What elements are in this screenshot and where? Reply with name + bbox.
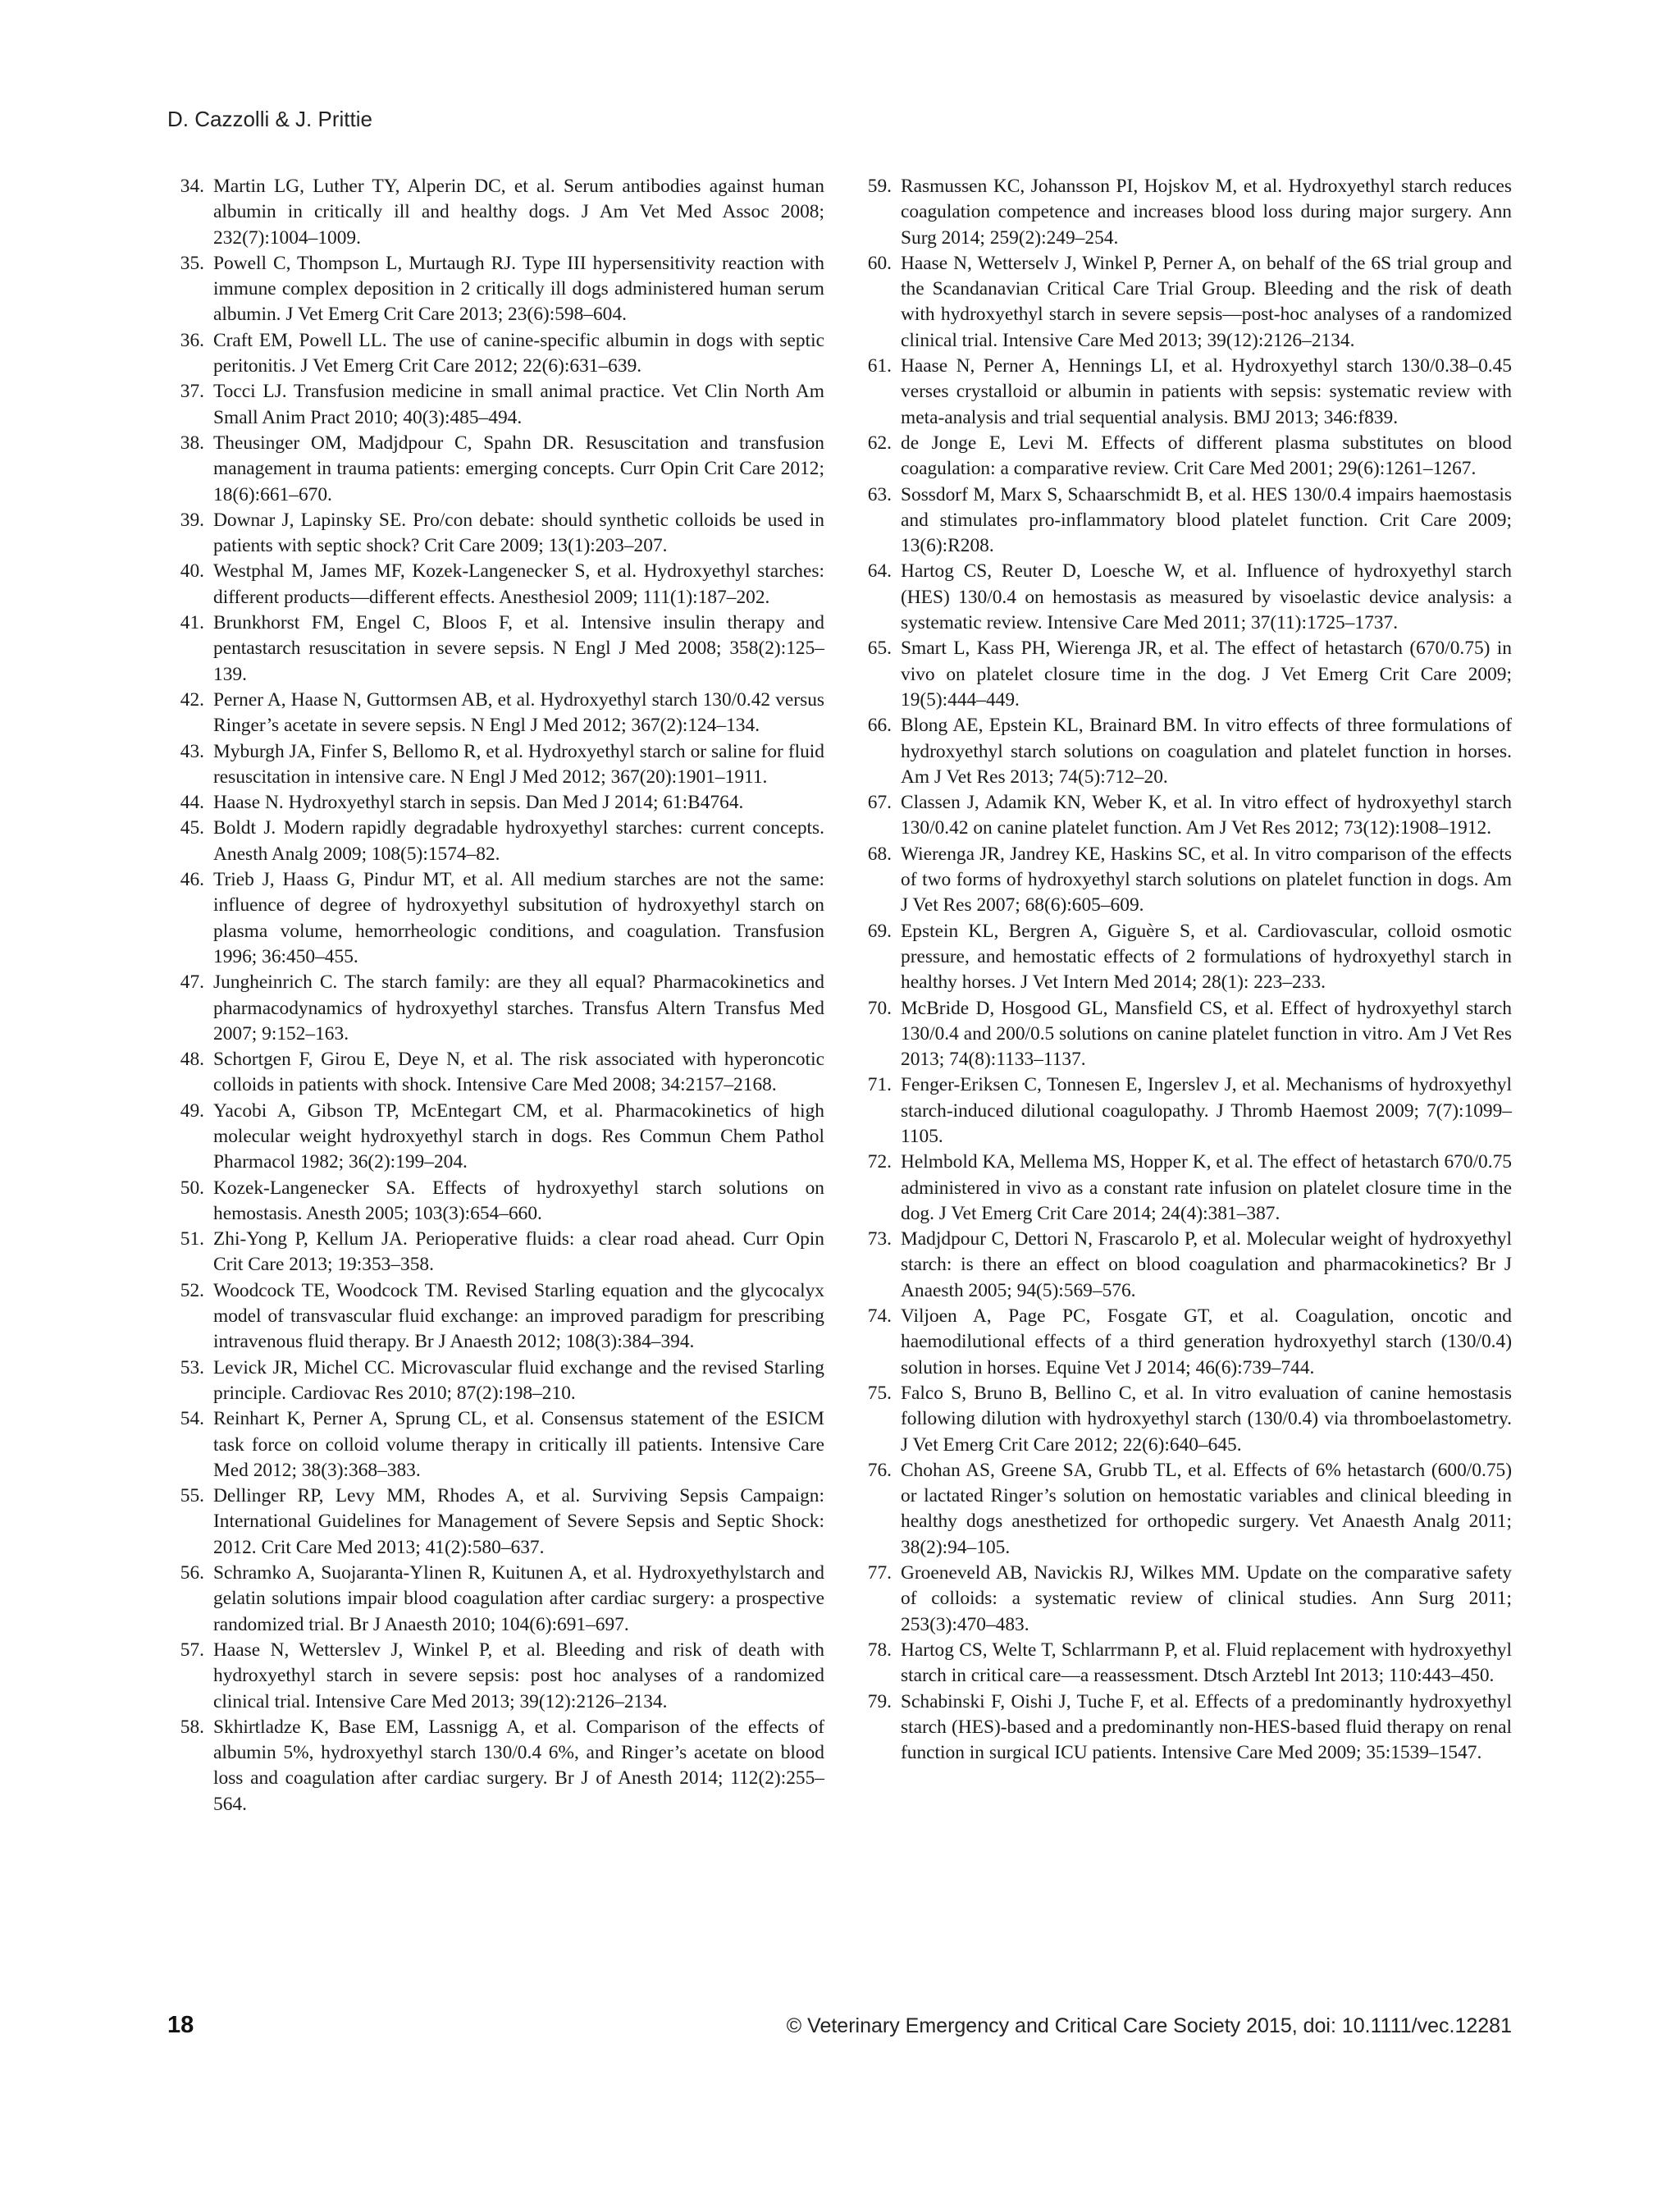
reference-number: 76. [867, 1459, 892, 1481]
reference-number: 55. [180, 1485, 204, 1507]
reference-item [168, 1483, 824, 1561]
reference-text: Brunkhorst FM, Engel C, Bloos F, et al. Intensive insulin therapy and pentastarch resuscitation in severe sepsis. N Engl J Med 2008; 358(2):125–139. [213, 612, 824, 685]
copyright-notice: © Veterinary Emergency and Critical Care Society 2015, doi: 10.1111/vec.12281 [786, 2014, 1512, 2037]
reference-item [856, 1150, 1512, 1227]
reference-text: Reinhart K, Perner A, Sprung CL, et al. Consensus statement of the ESICM task force on colloid volume therapy in critically ill patients. Intensive Care Med 2012; 38(3):368–383. [213, 1408, 824, 1481]
reference-item [856, 1381, 1512, 1458]
reference-item [856, 559, 1512, 636]
reference-text: Martin LG, Luther TY, Alperin DC, et al. Serum antibodies against human albumin in critically ill and healthy dogs. J Am Vet Med Assoc 2008; 232(7):1004–1009. [213, 176, 824, 249]
reference-text: Schramko A, Suojaranta-Ylinen R, Kuitunen A, et al. Hydroxyethylstarch and gelatin solutions impair blood coagulation after cardiac surgery: a prospective randomized trial. Br J Anaesth 2010; 104(6):691–697. [213, 1562, 824, 1635]
reference-text: Myburgh JA, Finfer S, Bellomo R, et al. Hydroxyethyl starch or saline for fluid resuscitation in intensive care. N Engl J Med 2012; 367(20):1901–1911. [213, 740, 824, 788]
reference-item [168, 328, 824, 380]
reference-number: 74. [867, 1305, 892, 1328]
reference-number: 61. [867, 355, 892, 377]
reference-text: Viljoen A, Page PC, Fosgate GT, et al. Coagulation, oncotic and haemodilutional effects of a third generation hydroxyethyl starch (130/0.4) solution in horses. Equine Vet J 2014; 46(6):739–744. [901, 1305, 1512, 1378]
reference-text: Groeneveld AB, Navickis RJ, Wilkes MM. Update on the comparative safety of colloids: a systematic review of clinical studies. Ann Surg 2011; 253(3):470–483. [901, 1562, 1512, 1635]
reference-number: 53. [180, 1356, 204, 1378]
reference-text: Hartog CS, Reuter D, Loesche W, et al. Influence of hydroxyethyl starch (HES) 130/0.4 on hemostasis as measured by visoelastic device analysis: a systematic review. Intensive Care Med 2011; 37(11):1725–1737. [901, 560, 1512, 634]
reference-item [856, 354, 1512, 431]
reference-item [168, 816, 824, 867]
reference-number: 36. [180, 329, 204, 351]
reference-number: 66. [867, 715, 892, 737]
reference-list-left [168, 174, 824, 1817]
reference-number: 78. [867, 1639, 892, 1661]
reference-item [168, 431, 824, 508]
reference-item [168, 790, 824, 816]
reference-text: Powell C, Thompson L, Murtaugh RJ. Type III hypersensitivity reaction with immune complex deposition in 2 critically ill dogs administered human serum albumin. J Vet Emerg Crit Care 2013; 23(6):598–604. [213, 252, 824, 326]
reference-text: Haase N, Perner A, Hennings LI, et al. Hydroxyethyl starch 130/0.38–0.45 verses crystalloid or albumin in patients with sepsis: systematic review with meta-analysis and trial sequential analysis. BMJ 2013; 346:f839. [901, 355, 1512, 428]
reference-text: Dellinger RP, Levy MM, Rhodes A, et al. Surviving Sepsis Campaign: International Guidelines for Management of Severe Sepsis and Septic Shock: 2012. Crit Care Med 2013; 41(2):580–637. [213, 1485, 824, 1558]
reference-item [856, 482, 1512, 560]
reference-item [856, 996, 1512, 1073]
references-left-column [168, 174, 824, 1817]
reference-text: Epstein KL, Bergren A, Giguère S, et al. Cardiovascular, colloid osmotic pressure, and hemostatic effects of 2 formulations of hydroxyethyl starch in healthy horses. J Vet Intern Med 2014; 28(1): 223–233. [901, 920, 1512, 994]
reference-text: Skhirtladze K, Base EM, Lassnigg A, et al. Comparison of the effects of albumin 5%, hydroxyethyl starch 130/0.4 6%, and Ringer’s acetate on blood loss and coagulation after cardiac surgery. Br J of Anesth 2014; 112(2):255–564. [213, 1716, 824, 1815]
reference-item [168, 1227, 824, 1278]
reference-text: Rasmussen KC, Johansson PI, Hojskov M, et al. Hydroxyethyl starch reduces coagulation competence and increases blood loss during major surgery. Ann Surg 2014; 259(2):249–254. [901, 176, 1512, 249]
reference-number: 39. [180, 509, 204, 531]
reference-text: Trieb J, Haass G, Pindur MT, et al. All medium starches are not the same: influence of degree of hydroxyethyl subsitution of hydroxyethyl starch on plasma volume, hemorrheologic conditions, and coagulation. Transfusion 1996; 36:450–455. [213, 869, 824, 967]
reference-item [168, 1638, 824, 1715]
reference-number: 65. [867, 638, 892, 660]
reference-number: 54. [180, 1408, 204, 1430]
reference-item [168, 1047, 824, 1099]
references-right-column [856, 174, 1512, 1766]
reference-number: 47. [180, 971, 204, 994]
reference-number: 50. [180, 1177, 204, 1199]
reference-item [856, 1304, 1512, 1381]
reference-text: Smart L, Kass PH, Wierenga JR, et al. The effect of hetastarch (670/0.75) in vivo on platelet closure time in the dog. J Vet Emerg Crit Care 2009; 19(5):444–449. [901, 638, 1512, 711]
reference-text: Haase N, Wetterslev J, Winkel P, et al. Bleeding and risk of death with hydroxyethyl starch in severe sepsis: post hoc analyses of a randomized clinical trial. Intensive Care Med 2013; 39(12):2126–2134. [213, 1639, 824, 1712]
reference-item [168, 739, 824, 791]
reference-text: Schortgen F, Girou E, Deye N, et al. The risk associated with hyperoncotic colloids in patients with shock. Intensive Care Med 2008; 34:2157–2168. [213, 1049, 824, 1096]
reference-text: Sossdorf M, Marx S, Schaarschmidt B, et al. HES 130/0.4 impairs haemostasis and stimulates pro-inflammatory blood platelet function. Crit Care 2009; 13(6):R208. [901, 483, 1512, 557]
reference-item [168, 1099, 824, 1176]
reference-number: 34. [180, 176, 204, 197]
reference-item [856, 842, 1512, 919]
reference-number: 67. [867, 792, 892, 814]
reference-text: Kozek-Langenecker SA. Effects of hydroxyethyl starch solutions on hemostasis. Anesth 2005; 103(3):654–660. [213, 1177, 824, 1224]
reference-number: 49. [180, 1099, 204, 1122]
reference-text: Craft EM, Powell LL. The use of canine-specific albumin in dogs with septic peritonitis. J Vet Emerg Crit Care 2012; 22(6):631–639. [213, 329, 824, 377]
reference-item [168, 610, 824, 688]
reference-item [856, 1072, 1512, 1150]
reference-number: 42. [180, 688, 204, 711]
reference-text: Levick JR, Michel CC. Microvascular fluid exchange and the revised Starling principle. Cardiovac Res 2010; 87(2):198–210. [213, 1356, 824, 1404]
reference-item [856, 919, 1512, 996]
reference-text: Blong AE, Epstein KL, Brainard BM. In vitro effects of three formulations of hydroxyethyl starch solutions on coagulation and platelet function in horses. Am J Vet Res 2013; 74(5):712–20. [901, 715, 1512, 788]
reference-item [168, 251, 824, 328]
reference-number: 71. [867, 1074, 892, 1096]
reference-text: Madjdpour C, Dettori N, Frascarolo P, et al. Molecular weight of hydroxyethyl starch: is there an effect on blood coagulation and pharmacokinetics? Br J Anaesth 2005; 94(5):569–576. [901, 1228, 1512, 1301]
reference-number: 62. [867, 432, 892, 454]
reference-text: Westphal M, James MF, Kozek-Langenecker S, et al. Hydroxyethyl starches: different products—different effects. Anesthesiol 2009; 111(1):187–202. [213, 560, 824, 608]
reference-item [856, 790, 1512, 842]
reference-number: 79. [867, 1690, 892, 1712]
reference-number: 59. [867, 176, 892, 197]
reference-text: Boldt J. Modern rapidly degradable hydroxyethyl starches: current concepts. Anesth Analg 2009; 108(5):1574–82. [213, 817, 824, 865]
reference-text: Falco S, Bruno B, Bellino C, et al. In vitro evaluation of canine hemostasis following dilution with hydroxyethyl starch (130/0.4) via thromboelastometry. J Vet Emerg Crit Care 2012; 22(6):640–645. [901, 1382, 1512, 1456]
reference-number: 40. [180, 560, 204, 583]
reference-number: 64. [867, 560, 892, 583]
reference-item [168, 1561, 824, 1638]
reference-number: 77. [867, 1562, 892, 1584]
reference-number: 60. [867, 252, 892, 274]
reference-item [168, 379, 824, 431]
reference-text: Haase N. Hydroxyethyl starch in sepsis. Dan Med J 2014; 61:B4764. [213, 792, 744, 814]
reference-item [856, 1689, 1512, 1767]
reference-item [856, 1227, 1512, 1304]
reference-item [856, 1638, 1512, 1689]
reference-number: 52. [180, 1279, 204, 1301]
reference-item [168, 174, 824, 251]
reference-text: Helmbold KA, Mellema MS, Hopper K, et al. The effect of hetastarch 670/0.75 administered in vivo as a constant rate infusion on platelet closure time in the dog. J Vet Emerg Crit Care 2014; 24(4):381–387. [901, 1151, 1512, 1224]
reference-text: Haase N, Wetterselv J, Winkel P, Perner A, on behalf of the 6S trial group and the Scandanavian Critical Care Trial Group. Bleeding and the risk of death with hydroxyethyl starch in severe sepsis—post-hoc analyses of a randomized clinical trial. Intensive Care Med 2013; 39(12):2126–2134. [901, 252, 1512, 351]
page-number: 18 [167, 2012, 194, 2038]
reference-text: McBride D, Hosgood GL, Mansfield CS, et al. Effect of hydroxyethyl starch 130/0.4 and 200/0.5 solutions on canine platelet function in vitro. Am J Vet Res 2013; 74(8):1133–1137. [901, 997, 1512, 1071]
running-head-authors: D. Cazzolli & J. Prittie [167, 107, 372, 131]
reference-item [856, 1561, 1512, 1638]
reference-number: 51. [180, 1228, 204, 1250]
reference-number: 70. [867, 997, 892, 1019]
reference-item [168, 559, 824, 610]
reference-item [168, 1355, 824, 1407]
reference-text: Yacobi A, Gibson TP, McEntegart CM, et al. Pharmacokinetics of high molecular weight hydroxyethyl starch in dogs. Res Commun Chem Pathol Pharmacol 1982; 36(2):199–204. [213, 1099, 824, 1173]
reference-item [168, 1715, 824, 1817]
reference-item [856, 174, 1512, 251]
reference-text: Theusinger OM, Madjdpour C, Spahn DR. Resuscitation and transfusion management in trauma patients: emerging concepts. Curr Opin Crit Care 2012; 18(6):661–670. [213, 432, 824, 505]
reference-number: 35. [180, 252, 204, 274]
reference-item [168, 867, 824, 970]
reference-text: Woodcock TE, Woodcock TM. Revised Starling equation and the glycocalyx model of transvascular fluid exchange: an improved paradigm for prescribing intravenous fluid therapy. Br J Anaesth 2012; 108(3):384–394. [213, 1279, 824, 1353]
reference-item [168, 1406, 824, 1483]
reference-number: 57. [180, 1639, 204, 1661]
reference-text: Perner A, Haase N, Guttormsen AB, et al. Hydroxyethyl starch 130/0.42 versus Ringer’s acetate in severe sepsis. N Engl J Med 2012; 367(2):124–134. [213, 688, 824, 737]
reference-number: 44. [180, 792, 204, 814]
reference-number: 48. [180, 1049, 204, 1071]
reference-item [856, 251, 1512, 354]
reference-text: Tocci LJ. Transfusion medicine in small animal practice. Vet Clin North Am Small Anim Pract 2010; 40(3):485–494. [213, 381, 824, 428]
reference-item [856, 1458, 1512, 1561]
reference-number: 69. [867, 920, 892, 942]
reference-number: 41. [180, 612, 204, 634]
reference-item [168, 688, 824, 739]
reference-text: Fenger-Eriksen C, Tonnesen E, Ingerslev J, et al. Mechanisms of hydroxyethyl starch-induced dilutional coagulopathy. J Thromb Haemost 2009; 7(7):1099–1105. [901, 1074, 1512, 1147]
reference-text: Jungheinrich C. The starch family: are they all equal? Pharmacokinetics and pharmacodynamics of hydroxyethyl starches. Transfus Altern Transfus Med 2007; 9:152–163. [213, 971, 824, 1045]
reference-item [168, 1278, 824, 1355]
reference-item [168, 1176, 824, 1227]
reference-item [168, 970, 824, 1047]
reference-item [856, 713, 1512, 790]
reference-item [168, 508, 824, 560]
reference-text: Schabinski F, Oishi J, Tuche F, et al. Effects of a predominantly hydroxyethyl starch (HES)-based and a predominantly non-HES-based fluid therapy on renal function in surgical ICU patients. Intensive Care Med 2009; 35:1539–1547. [901, 1690, 1512, 1764]
reference-text: Hartog CS, Welte T, Schlarrmann P, et al. Fluid replacement with hydroxyethyl starch in critical care—a reassessment. Dtsch Arztebl Int 2013; 110:443–450. [901, 1639, 1512, 1687]
reference-text: Zhi-Yong P, Kellum JA. Perioperative fluids: a clear road ahead. Curr Opin Crit Care 2013; 19:353–358. [213, 1228, 824, 1276]
reference-number: 58. [180, 1716, 204, 1738]
reference-number: 46. [180, 869, 204, 891]
reference-item [856, 636, 1512, 713]
reference-text: Chohan AS, Greene SA, Grubb TL, et al. Effects of 6% hetastarch (600/0.75) or lactated Ringer’s solution on hemostatic variables and clinical bleeding in healthy dogs anesthetized for orthopedic surgery. Vet Anaesth Analg 2011; 38(2):94–105. [901, 1459, 1512, 1558]
reference-item [856, 431, 1512, 482]
reference-number: 45. [180, 817, 204, 839]
reference-number: 73. [867, 1228, 892, 1250]
reference-text: Downar J, Lapinsky SE. Pro/con debate: should synthetic colloids be used in patients with septic shock? Crit Care 2009; 13(1):203–207. [213, 509, 824, 557]
reference-number: 68. [867, 843, 892, 865]
reference-text: Classen J, Adamik KN, Weber K, et al. In vitro effect of hydroxyethyl starch 130/0.42 on canine platelet function. Am J Vet Res 2012; 73(12):1908–1912. [901, 792, 1512, 839]
reference-list-right [856, 174, 1512, 1766]
reference-number: 37. [180, 381, 204, 403]
reference-number: 38. [180, 432, 204, 454]
reference-text: de Jonge E, Levi M. Effects of different plasma substitutes on blood coagulation: a comparative review. Crit Care Med 2001; 29(6):1261–1267. [901, 432, 1512, 480]
reference-text: Wierenga JR, Jandrey KE, Haskins SC, et al. In vitro comparison of the effects of two forms of hydroxyethyl starch solutions on platelet function in dogs. Am J Vet Res 2007; 68(6):605–609. [901, 843, 1512, 917]
reference-number: 56. [180, 1562, 204, 1584]
reference-number: 43. [180, 740, 204, 762]
reference-number: 72. [867, 1151, 892, 1173]
reference-number: 63. [867, 483, 892, 505]
reference-number: 75. [867, 1382, 892, 1404]
